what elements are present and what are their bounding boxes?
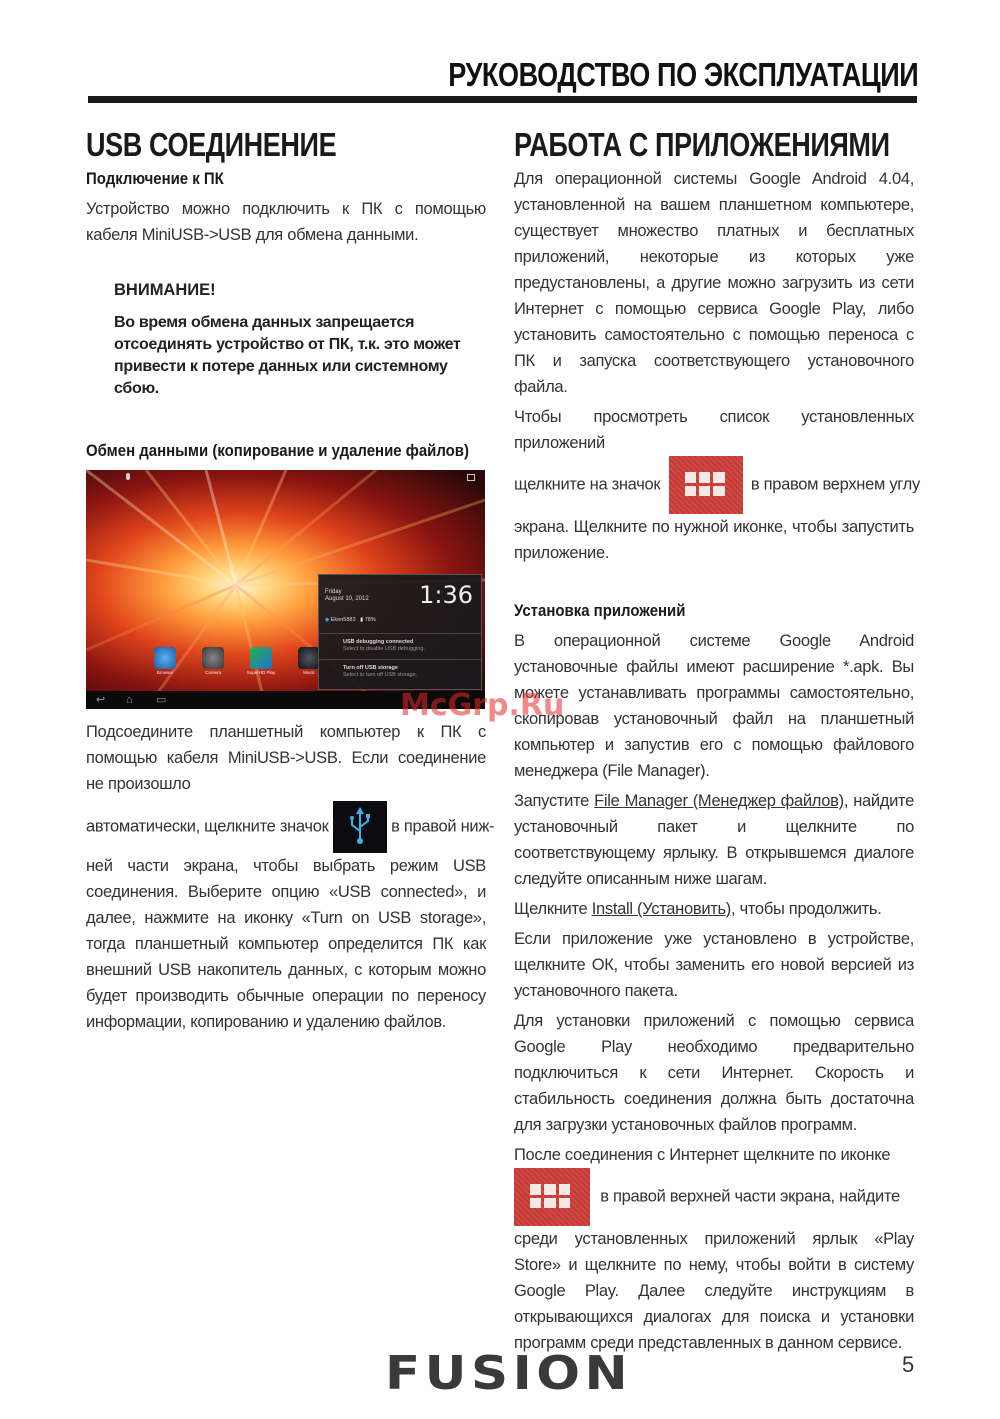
page-header-title: РУКОВОДСТВО ПО ЭКСПЛУАТАЦИИ — [447, 56, 918, 93]
wifi-status: ◆ Eken5883 ▮ 78% — [325, 617, 376, 623]
right-column — [514, 124, 920, 1356]
music-app-icon[interactable] — [298, 647, 320, 669]
warning-title: ВНИМАНИЕ! — [114, 281, 216, 299]
home-icon[interactable]: ⌂ — [126, 694, 133, 706]
install-click-text: Щелкните Install (Установить), чтобы продолжить. — [514, 900, 882, 918]
page-number: 5 — [902, 1352, 915, 1377]
left-column — [86, 124, 495, 1035]
after-connect-text-b: в правой верхней части экрана, найдите — [514, 1168, 914, 1226]
camera-app-label: Camera — [204, 670, 221, 675]
usb-debug-notification[interactable]: USB debugging connected Select to disable USB debugging. — [343, 639, 425, 652]
apps-grid-icon — [669, 456, 743, 514]
apps-intro-text: Для операционной системы Google Android 4.04, установленной на вашем планшетном компьютере, существует множество платных и бесплатных приложений, некоторые из которых уже предустановлены, а другие можно загрузить из сети Интернет с помощью сервиса Google Play, либо установить самостоятельно с помощью переноса с ПК и запуска соответствующего установочного файла. — [514, 170, 914, 396]
after-connect-text-c: среди установленных приложений ярлык «Play Store» и щелкните по нему, чтобы войти в систему Google Play. Далее следуйте инструкциям в открывающихся диалогах для поиска и установки программ среди представленных в данном сервисе. — [514, 1230, 914, 1352]
apps-grid-icon-2 — [514, 1168, 590, 1226]
install-apps-subtitle: Установка приложений — [514, 601, 686, 620]
data-exchange-subtitle: Обмен данными (копирование и удаление файлов) — [86, 441, 469, 460]
apps-list-text-b: щелкните на значок в правом верхнем углу — [514, 456, 914, 514]
clock-day: Friday August 10, 2012 — [325, 589, 369, 602]
apps-grid-icon[interactable] — [467, 474, 475, 481]
recent-apps-icon[interactable]: ▭ — [156, 694, 167, 706]
apps-list-text-a: Чтобы просмотреть список установленных приложений — [514, 408, 914, 452]
usb-section-title: USB СОЕДИНЕНИЕ — [86, 126, 337, 163]
warning-block — [114, 278, 464, 400]
wifi-icon: ◆ — [325, 617, 330, 623]
battery-icon: ▮ — [360, 617, 364, 623]
music-app-label: Music — [303, 670, 315, 675]
back-icon[interactable]: ↩ — [96, 694, 106, 706]
apps-section-title: РАБОТА С ПРИЛОЖЕНИЯМИ — [514, 126, 890, 163]
superhd-app-icon[interactable] — [250, 647, 272, 669]
tablet-screenshot — [86, 470, 485, 709]
pc-connection-subtitle: Подключение к ПК — [86, 169, 224, 188]
fusion-logo: FUSION — [385, 1346, 633, 1400]
replace-version-text: Если приложение уже установлено в устройстве, щелкните ОК, чтобы заменить его новой версией из установочного пакета. — [514, 930, 914, 1000]
notification-panel[interactable] — [318, 574, 482, 690]
install-link: Install (Установить) — [591, 900, 731, 918]
browser-app-icon[interactable] — [154, 647, 176, 669]
browser-app-label: Browser — [156, 670, 174, 675]
apps-list-text-c: экрана. Щелкните по нужной иконке, чтобы запустить приложение. — [514, 518, 914, 562]
usb-instructions-b: автоматически, щелкните значок в правой ниж- — [86, 801, 486, 853]
header-rule — [88, 96, 917, 103]
file-manager-link: File Manager (Менеджер файлов) — [594, 792, 844, 810]
file-manager-text: Запустите File Manager (Менеджер файлов), найдите установочный пакет и щелкните по соответствующему ярлыку. В открывшемся диалоге следуйте описанным ниже шагам. — [514, 792, 914, 888]
camera-app-icon[interactable] — [202, 647, 224, 669]
usb-instructions-a: Подсоедините планшетный компьютер к ПК с помощью кабеля MiniUSB->USB. Если соединение не произошло — [86, 723, 486, 793]
pc-connection-text: Устройство можно подключить к ПК с помощью кабеля MiniUSB->USB для обмена данными. — [86, 200, 486, 244]
google-play-text: Для установки приложений с помощью сервиса Google Play необходимо предварительно подключиться к сети Интернет. Скорость и стабильность соединения должна быть достаточна для загрузки установочных файлов программ. — [514, 1012, 914, 1134]
usb-icon — [333, 801, 387, 853]
watermark: McGrp.Ru — [400, 688, 565, 723]
mic-icon — [126, 473, 130, 480]
clock-time: 1:36 — [419, 581, 473, 609]
warning-text: Во время обмена данных запрещается отсоединять устройство от ПК, т.к. это может привести к потере данных или системному сбою. — [114, 314, 461, 397]
usb-instructions-c: ней части экрана, чтобы выбрать режим USB соединения. Выберите опцию «USB connected», и далее, нажмите на иконку «Turn on USB storage», тогда планшетный компьютер определится ПК как внешний USB накопитель данных, с которым можно будет производить обычные операции по переносу информации, копированию и удалению файлов. — [86, 857, 486, 1031]
superhd-app-label: SuperHD Play — [246, 670, 276, 675]
usb-storage-notification[interactable]: Turn off USB storage Select to turn off USB storage. — [343, 665, 418, 678]
after-connect-text-a: После соединения с Интернет щелкните по иконке — [514, 1146, 891, 1164]
install-apk-text: В операционной системе Google Android установочные файлы имеют расширение *.apk. Вы можете устанавливать программы самостоятельно, скопировав установочный файл на планшетный компьютер и запустив его с помощью файлового менеджера (File Manager). — [514, 632, 914, 780]
